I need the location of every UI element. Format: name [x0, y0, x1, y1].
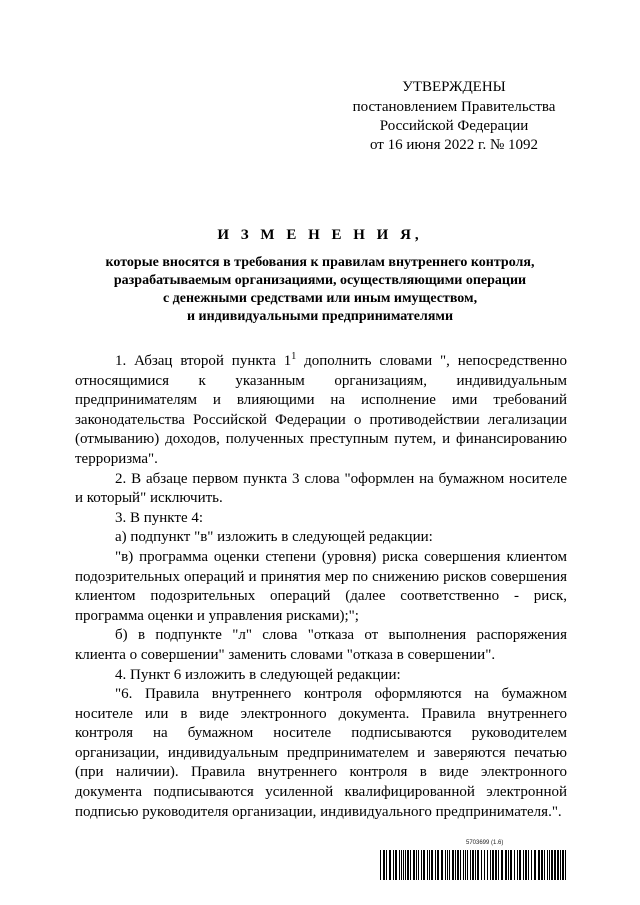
- document-heading: [70, 226, 570, 326]
- approval-line-3: от 16 июня 2022 г. № 1092: [369, 137, 539, 153]
- heading-subtitle-line-4: и индивидуальными предпринимателями: [186, 309, 454, 324]
- approval-line-2: Российской Федерации: [379, 118, 529, 134]
- heading-title: И З М Е Н Е Н И Я,: [217, 227, 423, 243]
- barcode-label: 5703699 (1.6): [466, 840, 504, 846]
- heading-subtitle-line-3: с денежными средствами или иным имуществом,: [162, 291, 478, 306]
- paragraph-4: а) подпункт "в" изложить в следующей редакции:: [115, 529, 433, 546]
- paragraph-3: 3. В пункте 4:: [115, 509, 204, 526]
- paragraph-7: 4. Пункт 6 изложить в следующей редакции:: [115, 666, 401, 683]
- paragraph-2: 2. В абзаце первом пункта 3 слова "оформлен на бумажном носителе и который" исключить.: [75, 470, 567, 507]
- approval-block: [336, 78, 572, 155]
- heading-subtitle-line-2: разрабатываемым организациями, осуществляющими операции: [113, 273, 527, 288]
- paragraph-1-start: 1. Абзац второй пункта 1: [115, 353, 292, 369]
- approval-title: УТВЕРЖДЕНЫ: [402, 79, 506, 95]
- paragraph-5: "в) программа оценки степени (уровня) риска совершения клиентом подозрительных операций и принятия мер по снижению рисков совершения клиентом подозрительных операций (далее соответственно - риск, программа оценки и управления рисками);";: [75, 548, 567, 624]
- barcode-icon: [380, 850, 566, 880]
- paragraph-6: б) в подпункте "л" слова "отказа от выполнения распоряжения клиента о совершении" заменить словами "отказа в совершении".: [75, 627, 567, 663]
- barcode-block: [380, 840, 566, 882]
- paragraph-1-rest: дополнить словами ", непосредственно относящимися к указанным организациям, индивидуальным предпринимателям и влияющими на исполнение ими требований законодательства Российской Федерации о противодействии легализации (отмыванию) доходов, полученных преступным путем, и финансированию терроризма".: [75, 353, 567, 467]
- footnote-superscript: 1: [291, 351, 297, 362]
- paragraph-1: [75, 352, 567, 470]
- approval-line-1: постановлением Правительства: [352, 99, 556, 115]
- heading-subtitle-line-1: которые вносятся в требования к правилам внутреннего контроля,: [105, 255, 535, 270]
- paragraph-8: "6. Правила внутреннего контроля оформляются на бумажном носителе или в виде электронного документа. Правила внутреннего контроля на бумажном носителе подписываются руководителем организации, индивидуальным предпринимателем и заверяются печатью (при наличии). Правила внутреннего контроля в виде электронного документа подписываются усиленной квалифицированной электронной подписью руководителя организации, индивидуального предпринимателя.".: [75, 686, 567, 820]
- document-body: [75, 352, 567, 822]
